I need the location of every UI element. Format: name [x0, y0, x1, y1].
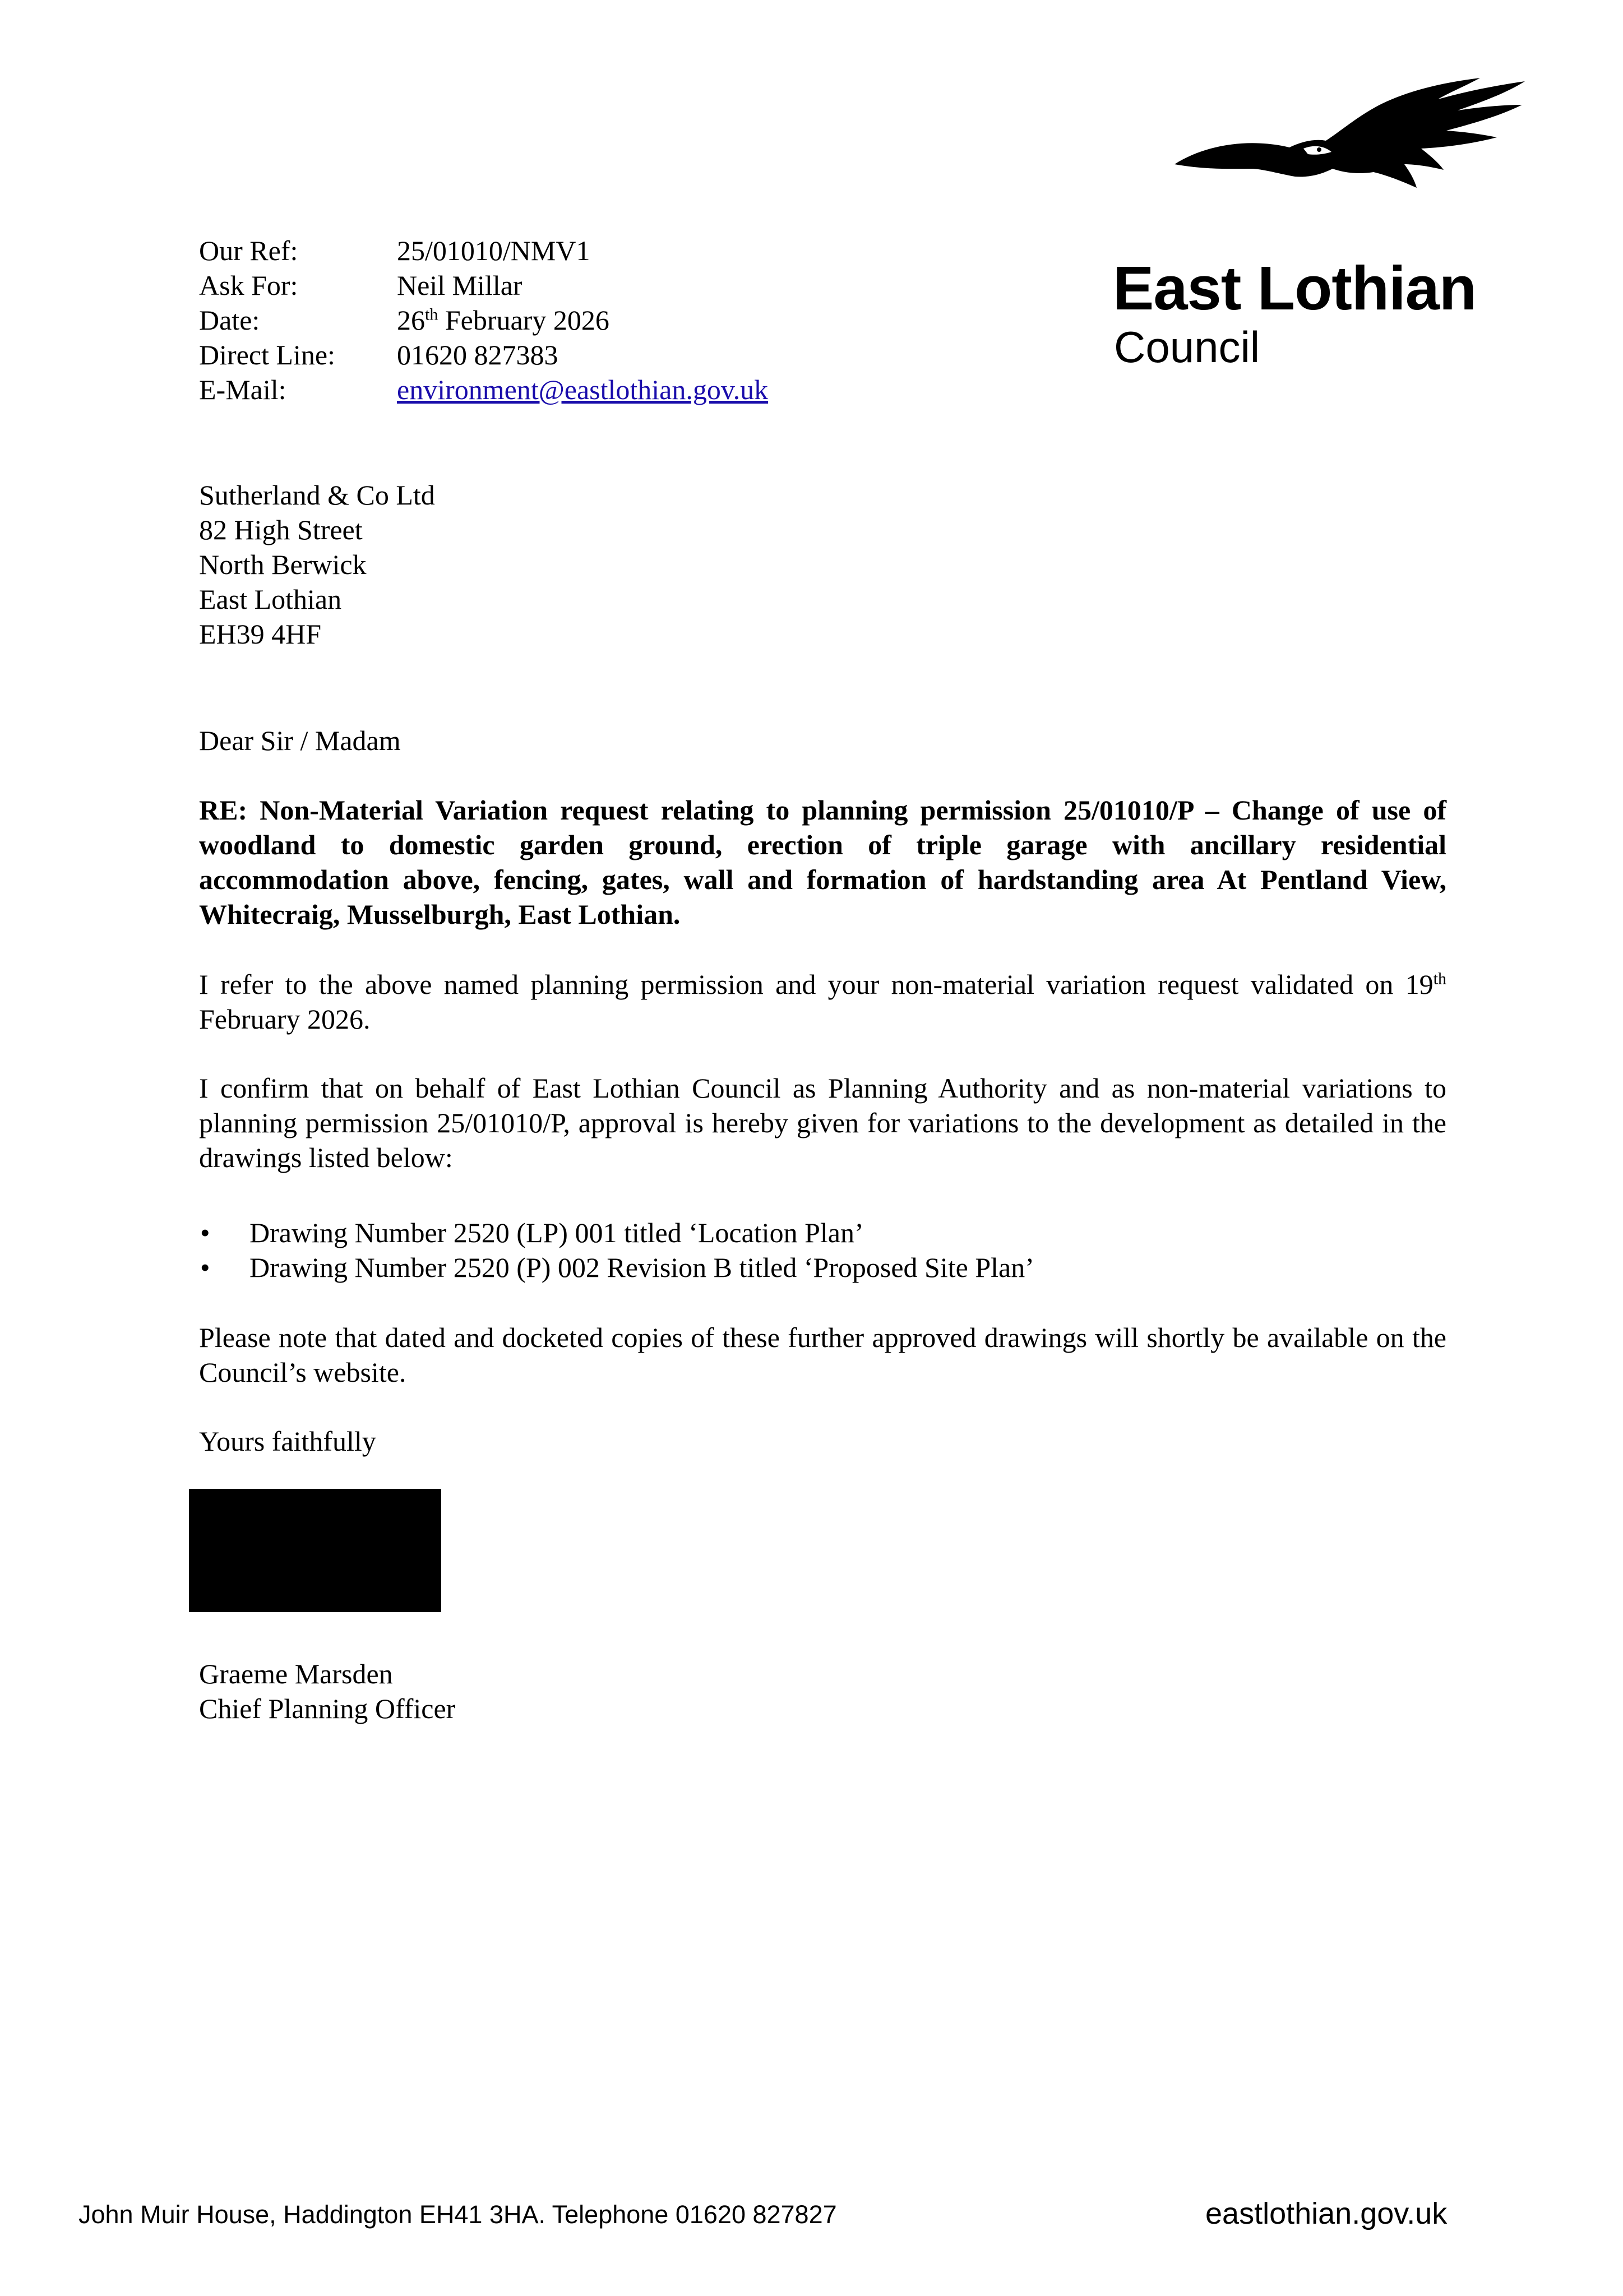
paragraph-intro — [199, 967, 1446, 1036]
eagle-icon — [1175, 76, 1528, 196]
ref-label: Ask For: — [199, 270, 298, 301]
ref-row-our-ref — [199, 233, 768, 268]
footer-address: John Muir House, Haddington EH41 3HA. Telephone 01620 827827 — [78, 2200, 837, 2229]
bullet-icon: • — [200, 1252, 210, 1283]
list-item — [199, 1250, 1446, 1285]
address-line: North Berwick — [199, 549, 367, 580]
ref-row-ask-for — [199, 268, 768, 303]
reference-block — [199, 233, 768, 407]
ref-row-date — [199, 303, 768, 337]
logo-wordmark: East Lothian — [1113, 254, 1477, 323]
address-line: EH39 4HF — [199, 618, 322, 650]
ref-value: Neil Millar — [397, 270, 522, 301]
signatory-name: Graeme Marsden — [199, 1658, 393, 1689]
paragraph-intro-text: I refer to the above named planning permission and your non-material variation request validated on 19 — [199, 969, 1434, 1000]
paragraph-note: Please note that dated and docketed copies of these further approved drawings will shortly be available on the Council’s website. — [199, 1322, 1446, 1388]
paragraph-approval: I confirm that on behalf of East Lothian Council as Planning Authority and as non-material variations to planning permission 25/01010/P, approval is hereby given for variations to the development as detailed in the drawings listed below: — [199, 1072, 1446, 1173]
paragraph-intro-date: February 2026. — [199, 1003, 371, 1035]
footer-website[interactable]: eastlothian.gov.uk — [1205, 2197, 1448, 2230]
drawings-list — [199, 1215, 1446, 1285]
list-item-text: Drawing Number 2520 (LP) 001 titled ‘Location Plan’ — [249, 1217, 864, 1248]
date-day: 26 — [397, 304, 425, 336]
list-item — [199, 1215, 1446, 1250]
bullet-icon: • — [200, 1217, 210, 1248]
ref-label: Date: — [199, 304, 260, 336]
ref-value: 25/01010/NMV1 — [397, 235, 590, 266]
address-line: East Lothian — [199, 584, 342, 615]
logo-council-text: Council — [1114, 322, 1260, 372]
council-logo — [1113, 76, 1528, 372]
subject-heading: RE: Non-Material Variation request relating to planning permission 25/01010/P – Change of use of woodland to domestic garden ground, erection of triple garage with ancillary residential accommodation above, fencing, gates, wall and formation of hardstanding area At Pentland View, Whitecraig, Musselburgh, East Lothian. — [199, 794, 1446, 930]
salutation: Dear Sir / Madam — [199, 725, 401, 756]
signatory-block — [199, 1656, 455, 1726]
ref-label: E-Mail: — [199, 374, 286, 405]
list-item-text: Drawing Number 2520 (P) 002 Revision B titled ‘Proposed Site Plan’ — [249, 1252, 1034, 1283]
closing: Yours faithfully — [199, 1425, 376, 1457]
address-line: Sutherland & Co Ltd — [199, 479, 435, 511]
date-ordinal: th — [425, 305, 438, 324]
recipient-address — [199, 478, 435, 651]
ref-label: Direct Line: — [199, 339, 335, 371]
ref-row-direct-line — [199, 337, 768, 372]
date-month-year: February 2026 — [438, 304, 609, 336]
email-link[interactable]: environment@eastlothian.gov.uk — [397, 374, 769, 405]
ref-value-date — [397, 303, 609, 337]
ref-label: Our Ref: — [199, 235, 298, 266]
signatory-title: Chief Planning Officer — [199, 1693, 456, 1724]
redacted-signature — [189, 1489, 441, 1612]
ref-row-email — [199, 372, 768, 407]
ref-value: 01620 827383 — [397, 339, 558, 371]
paragraph-intro-ordinal: th — [1433, 969, 1446, 988]
address-line: 82 High Street — [199, 514, 363, 545]
